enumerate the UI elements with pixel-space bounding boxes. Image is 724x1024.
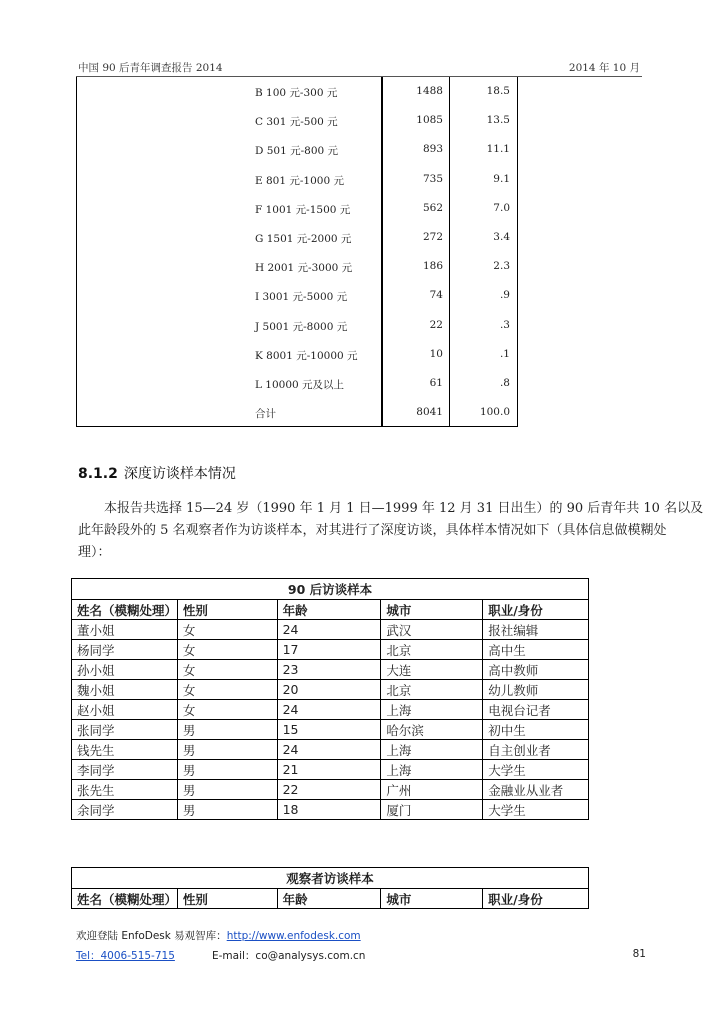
col-header-gender: 性别	[177, 600, 277, 620]
cell-occupation: 初中生	[483, 720, 589, 740]
dist-percent: 2.3	[493, 260, 510, 273]
cell-city: 上海	[381, 740, 483, 760]
footer-line-1	[76, 928, 361, 943]
cell-occupation: 金融业从业者	[483, 780, 589, 800]
dist-percent: .3	[499, 318, 510, 331]
dist-label: E 801 元-1000 元	[255, 174, 344, 187]
cell-age: 24	[277, 700, 381, 720]
cell-age: 17	[277, 640, 381, 660]
cell-name: 钱先生	[72, 740, 178, 760]
dist-count: 74	[429, 289, 443, 302]
header-date: 2014 年 10 月	[568, 62, 640, 74]
cell-city: 厦门	[381, 800, 483, 820]
dist-row	[77, 402, 517, 422]
dist-percent: 7.0	[493, 201, 510, 214]
dist-label: D 501 元-800 元	[255, 145, 339, 158]
cell-name: 魏小姐	[72, 680, 178, 700]
cell-occupation: 自主创业者	[483, 740, 589, 760]
dist-percent: 3.4	[493, 231, 510, 243]
cell-gender: 男	[177, 780, 277, 800]
col-header-name: 姓名（模糊处理）	[72, 600, 178, 620]
table-row	[72, 720, 589, 740]
observer-interview-table	[71, 867, 589, 909]
dist-row	[77, 198, 517, 218]
dist-percent: .8	[499, 377, 510, 389]
cell-gender: 男	[177, 800, 277, 820]
dist-row	[77, 227, 517, 247]
cell-name: 李同学	[72, 760, 178, 780]
cell-occupation: 高中生	[483, 640, 589, 660]
dist-count: 8041	[416, 406, 443, 419]
cell-occupation: 电视台记者	[483, 700, 589, 720]
dist-row	[77, 315, 517, 335]
dist-percent: .1	[499, 347, 510, 360]
paragraph-line: 理）：	[78, 545, 111, 560]
section-title: 深度访谈样本情况	[123, 466, 236, 482]
table-row	[72, 680, 589, 700]
table-row	[72, 660, 589, 680]
table-row	[72, 760, 589, 780]
table-row	[72, 700, 589, 720]
cell-gender: 男	[177, 720, 277, 740]
col-header-city: 城市	[381, 600, 483, 620]
page-header	[76, 60, 642, 77]
cell-occupation: 幼儿教师	[483, 680, 589, 700]
dist-row	[77, 110, 517, 130]
cell-age: 24	[277, 620, 381, 640]
col-header-occupation: 职业/身份	[483, 600, 589, 620]
cell-age: 22	[277, 780, 381, 800]
dist-row	[77, 256, 517, 276]
dist-row	[77, 139, 517, 159]
cell-occupation: 大学生	[483, 800, 589, 820]
dist-count: 1085	[416, 114, 443, 127]
cell-gender: 女	[177, 680, 277, 700]
cell-age: 24	[277, 740, 381, 760]
dist-count: 186	[422, 260, 443, 273]
footer-line-2	[76, 948, 175, 963]
dist-label: F 1001 元-1500 元	[255, 203, 351, 216]
dist-label: B 100 元-300 元	[255, 87, 338, 99]
table-row	[72, 740, 589, 760]
dist-count: 272	[422, 231, 443, 243]
section-heading	[78, 463, 236, 483]
col-header-gender: 性别	[177, 889, 277, 909]
dist-label: G 1501 元-2000 元	[255, 233, 352, 245]
section-number: 8.1.2	[78, 466, 118, 482]
cell-occupation: 报社编辑	[483, 620, 589, 640]
cell-city: 武汉	[381, 620, 483, 640]
cell-gender: 女	[177, 640, 277, 660]
header-title: 中国 90 后青年调查报告 2014	[78, 62, 223, 74]
dist-label: 合计	[255, 408, 276, 421]
cell-name: 董小姐	[72, 620, 178, 640]
table-row	[72, 780, 589, 800]
footer-url-link[interactable]: http://www.enfodesk.com	[226, 930, 361, 942]
dist-count: 1488	[416, 85, 443, 97]
cell-city: 大连	[381, 660, 483, 680]
dist-label: J 5001 元-8000 元	[255, 320, 348, 333]
dist-percent: 100.0	[479, 406, 510, 419]
dist-count: 562	[422, 201, 443, 214]
cell-gender: 男	[177, 760, 277, 780]
dist-count: 61	[429, 377, 443, 389]
table-row	[72, 620, 589, 640]
cell-gender: 女	[177, 620, 277, 640]
footer-tel-link[interactable]: Tel：4006-515-715	[76, 950, 175, 962]
dist-percent: 13.5	[486, 114, 510, 127]
dist-count: 22	[429, 318, 443, 331]
table-row	[72, 640, 589, 660]
spending-distribution-table	[76, 77, 518, 427]
page-number: 81	[632, 948, 646, 960]
cell-gender: 男	[177, 740, 277, 760]
dist-label: K 8001 元-10000 元	[255, 349, 358, 362]
cell-city: 上海	[381, 760, 483, 780]
dist-row	[77, 373, 517, 393]
cell-city: 上海	[381, 700, 483, 720]
cell-name: 孙小姐	[72, 660, 178, 680]
cell-age: 15	[277, 720, 381, 740]
dist-percent: 9.1	[493, 172, 510, 185]
cell-name: 余同学	[72, 800, 178, 820]
cell-name: 杨同学	[72, 640, 178, 660]
dist-count: 10	[429, 347, 443, 360]
col-header-city: 城市	[381, 889, 483, 909]
dist-label: I 3001 元-5000 元	[255, 291, 348, 304]
col-header-name: 姓名（模糊处理）	[72, 889, 178, 909]
cell-gender: 女	[177, 660, 277, 680]
cell-gender: 女	[177, 700, 277, 720]
table-row	[72, 800, 589, 820]
cell-name: 赵小姐	[72, 700, 178, 720]
cell-city: 北京	[381, 640, 483, 660]
dist-row	[77, 81, 517, 101]
cell-occupation: 高中教师	[483, 660, 589, 680]
dist-row	[77, 344, 517, 364]
col-header-occupation: 职业/身份	[483, 889, 589, 909]
dist-count: 893	[422, 143, 443, 156]
dist-row	[77, 285, 517, 305]
paragraph-line: 本报告共选择 15—24 岁（1990 年 1 月 1 日—1999 年 12 月 31 日出生）的 90 后青年共 10 名以及	[104, 501, 704, 516]
footer-email: E-mail：co@analysys.com.cn	[212, 950, 366, 962]
dist-count: 735	[422, 172, 443, 185]
cell-city: 哈尔滨	[381, 720, 483, 740]
cell-name: 张同学	[72, 720, 178, 740]
dist-percent: 18.5	[486, 85, 510, 97]
cell-age: 18	[277, 800, 381, 820]
dist-percent: .9	[499, 289, 510, 302]
dist-percent: 11.1	[486, 143, 510, 156]
cell-city: 广州	[381, 780, 483, 800]
dist-label: C 301 元-500 元	[255, 116, 338, 129]
cell-age: 23	[277, 660, 381, 680]
cell-name: 张先生	[72, 780, 178, 800]
col-header-age: 年龄	[277, 600, 381, 620]
cell-occupation: 大学生	[483, 760, 589, 780]
table-caption: 90 后访谈样本	[72, 579, 589, 600]
post90-interview-table	[71, 578, 589, 820]
cell-age: 21	[277, 760, 381, 780]
intro-paragraph	[78, 498, 704, 564]
table-caption: 观察者访谈样本	[72, 868, 589, 889]
dist-label: L 10000 元及以上	[255, 379, 345, 391]
paragraph-line: 此年龄段外的 5 名观察者作为访谈样本，对其进行了深度访谈，具体样本情况如下（具体信息做模糊处	[78, 523, 667, 538]
col-header-age: 年龄	[277, 889, 381, 909]
cell-age: 20	[277, 680, 381, 700]
dist-label: H 2001 元-3000 元	[255, 262, 353, 275]
cell-city: 北京	[381, 680, 483, 700]
dist-row	[77, 169, 517, 189]
footer-welcome: 欢迎登陆 EnfoDesk 易观智库：	[76, 930, 227, 942]
